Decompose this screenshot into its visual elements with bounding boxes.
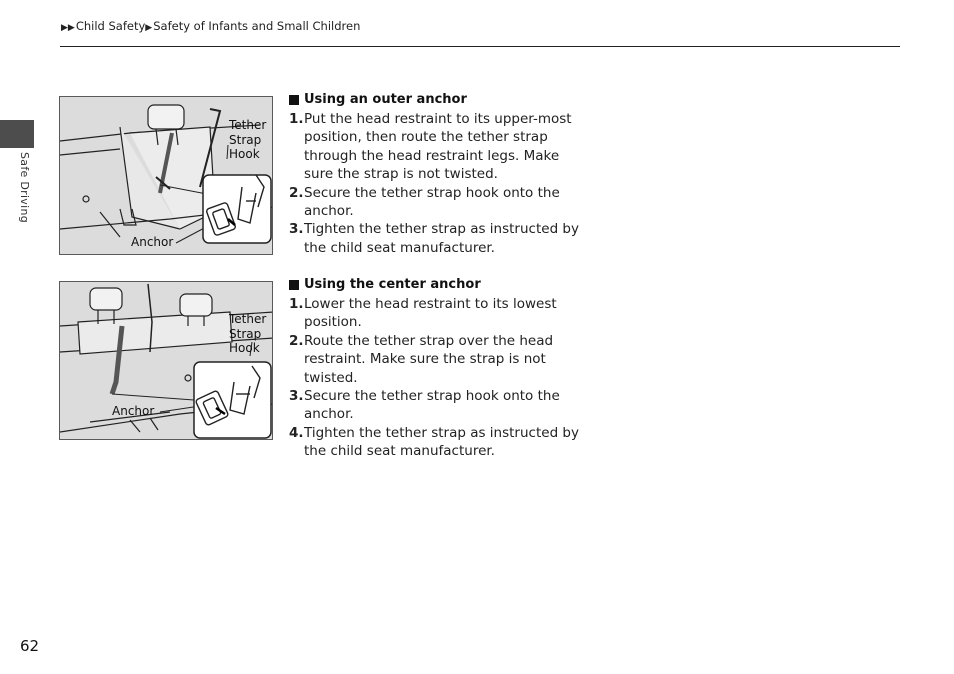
step-text: Route the tether strap over the head restraint. Make sure the strap is not twisted. [304,332,554,386]
instruction-step [289,387,589,424]
instruction-step [289,184,589,221]
step-number: 3. [289,388,304,405]
center-anchor-illustration [59,281,273,440]
outer-anchor-illustration [59,96,273,255]
step-number: 2. [289,184,304,201]
step-text: Secure the tether strap hook onto the anchor. [304,184,560,220]
center-anchor-drawing [60,282,273,440]
step-text: Lower the head restraint to its lowest position. [304,296,557,331]
section-heading-text: Using the center anchor [304,277,481,292]
section-heading [289,91,589,109]
tether-strap-hook-label: Tether Strap Hook [229,312,267,355]
anchor-label: Anchor [112,404,155,418]
instruction-step [289,424,589,461]
instruction-step [289,110,589,184]
step-text: Put the head restraint to its upper-most position, then route the tether strap through the head restraint legs. Make sure the strap is not twisted. [304,111,572,183]
step-number: 3. [289,221,304,238]
step-text: Tighten the tether strap as instructed by the child seat manufacturer. [304,424,579,460]
breadcrumb-infants-safety: Safety of Infants and Small Children [153,19,361,33]
breadcrumb [61,19,360,33]
anchor-label: Anchor [131,235,174,249]
tether-strap-hook-label: Tether Strap Hook [229,118,267,161]
chapter-tab [0,120,34,148]
section-heading [289,276,589,294]
header-rule [60,46,900,47]
step-number: 1. [289,296,304,312]
outer-anchor-section [289,91,589,257]
instruction-step [289,220,589,257]
square-bullet-icon [289,280,299,290]
square-bullet-icon [289,95,299,105]
instruction-step [289,295,589,332]
step-number: 4. [289,424,304,441]
breadcrumb-arrow-icon: ▶ [145,23,153,33]
step-number: 1. [289,111,304,127]
step-number: 2. [289,332,304,349]
step-text: Secure the tether strap hook onto the anchor. [304,388,560,423]
chapter-label: Safe Driving [18,152,31,224]
breadcrumb-arrow-icon: ▶▶ [61,23,75,33]
page-number: 62 [20,637,40,655]
breadcrumb-child-safety[interactable]: Child Safety [75,19,146,33]
step-text: Tighten the tether strap as instructed by the child seat manufacturer. [304,221,579,256]
instruction-step [289,332,589,387]
section-heading-text: Using an outer anchor [304,92,467,107]
center-anchor-section [289,276,589,461]
